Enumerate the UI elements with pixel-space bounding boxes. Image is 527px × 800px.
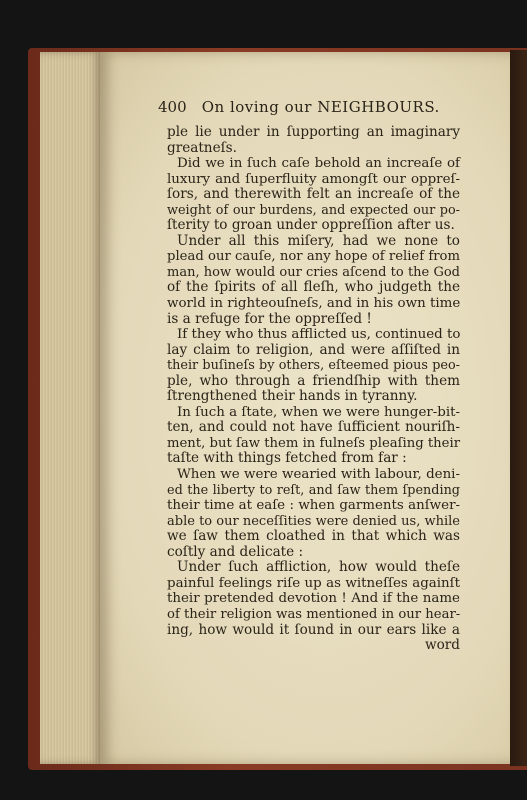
text-line: ed the liberty to reſt, and ſaw them ſpending — [167, 482, 460, 498]
page-number: 400 — [158, 98, 187, 116]
text-line: their pretended devotion ! And if the name — [167, 591, 460, 607]
text-line: plead our cauſe, nor any hope of relief from — [167, 249, 460, 265]
text-line: Under ſuch affliction, how would theſe — [177, 559, 460, 576]
text-line: coſtly and delicate : — [167, 543, 304, 560]
text-line: ment, but ſaw them in fulneſs pleaſing their — [167, 435, 460, 451]
text-line: painful feelings riſe up as witneſſes againſt — [167, 575, 460, 591]
text-line: we ſaw them cloathed in that which was — [167, 528, 460, 545]
text-line: of the ſpirits of all fleſh, who judgeth the — [167, 279, 460, 296]
text-line: In ſuch a ſtate, when we were hunger-bit- — [177, 404, 461, 420]
text-line: ten, and could not have ſufficient nouriſh- — [167, 419, 460, 436]
text-line: of their religion was mentioned in our hear- — [167, 606, 461, 622]
text-line: If they who thus afflicted us, continued to — [177, 327, 461, 343]
text-line: ſtrengthened their hands in tyranny. — [167, 388, 418, 405]
text-line: taſte with things fetched from far : — [167, 450, 407, 467]
text-line: word — [424, 637, 460, 654]
text-line: lay claim to religion, and were aſſiſted in — [167, 341, 460, 358]
text-line: ſors, and therewith felt an increaſe of the — [167, 186, 460, 203]
text-line: Did we in ſuch caſe behold an increaſe of — [177, 156, 460, 172]
text-line: world in righteouſneſs, and in his own time — [167, 296, 461, 312]
page-edges — [40, 52, 102, 764]
body-text — [167, 125, 460, 654]
text-line: ſterity to groan under oppreſſion after us. — [167, 217, 455, 234]
text-line: luxury and ſuperfluity amongſt our oppreſ- — [167, 171, 460, 187]
text-line: man, how would our cries aſcend to the God — [167, 264, 460, 280]
text-line: When we were wearied with labour, deni- — [177, 467, 460, 483]
text-line: is a refuge for the oppreſſed ! — [167, 310, 372, 327]
page-right-edge — [510, 50, 527, 766]
text-line: ple, who through a friendſhip with them — [167, 372, 460, 389]
text-line: ing, how would it ſound in our ears like a — [167, 621, 460, 638]
text-line: their buſineſs by others, eſteemed pious peo- — [167, 358, 460, 374]
text-line: greatneſs. — [167, 139, 237, 156]
page-header — [158, 97, 488, 116]
text-line: able to our neceſſities were denied us, while — [167, 513, 460, 529]
text-line: Under all this miſery, had we none to — [177, 232, 460, 249]
text-line: ple lie under in ſupporting an imaginary — [167, 124, 460, 140]
text-line: their time at eaſe : when garments anſwer- — [167, 498, 460, 514]
running-title: On loving our NEIGHBOURS. — [201, 98, 440, 116]
text-line: weight of our burdens, and expected our po- — [167, 202, 460, 218]
